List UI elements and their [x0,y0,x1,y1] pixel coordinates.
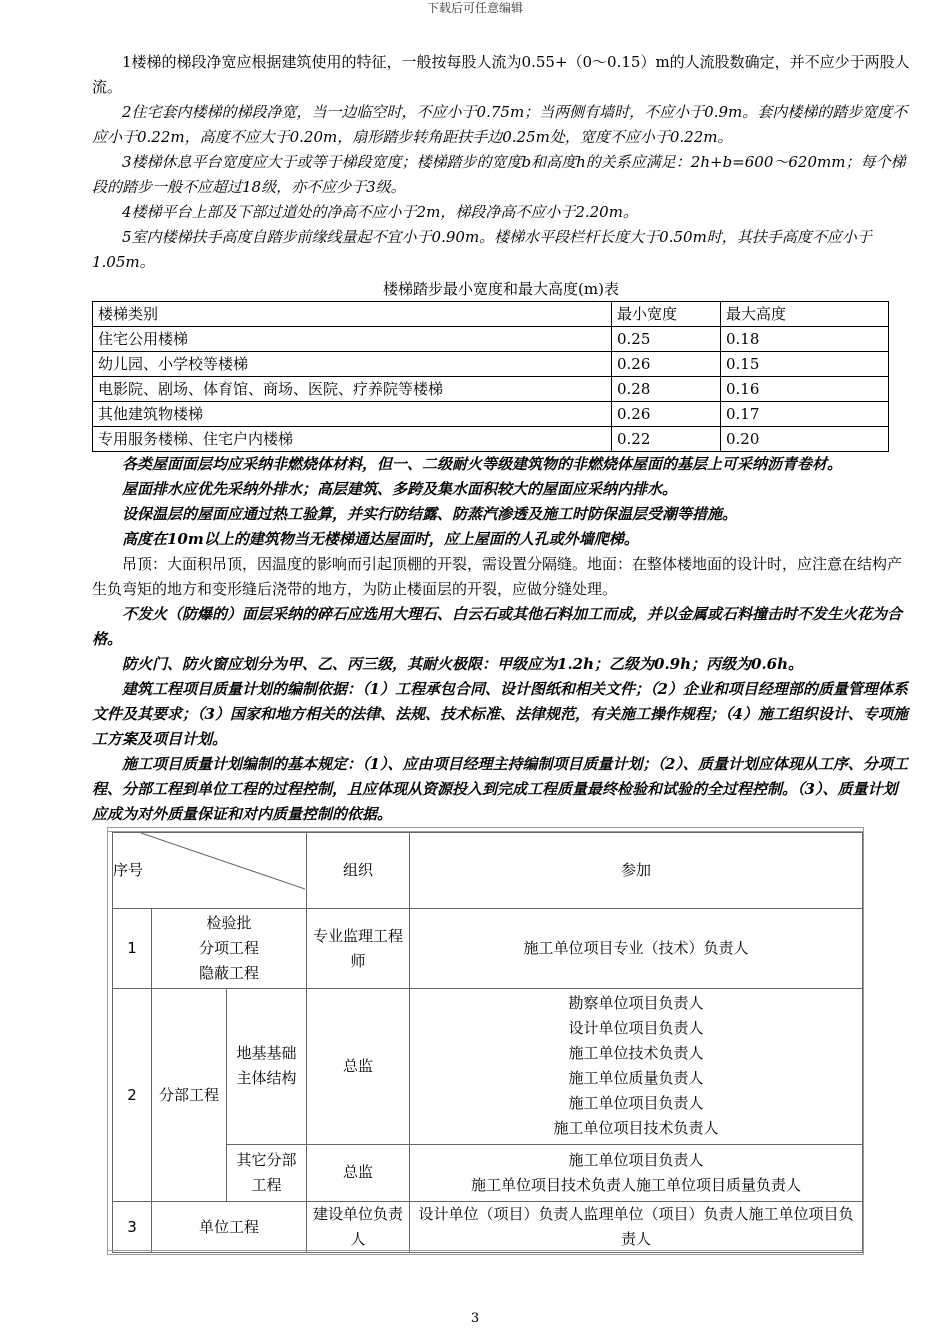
acceptance-organization-table [112,832,863,1253]
paragraph-roof-material: 各类屋面面层均应采纳非燃烧体材料，但一、二级耐火等级建筑物的非燃烧体屋面的基层上可采纳沥青卷材。 [122,455,843,473]
table-cell: 其它分部 工程 [236,1150,297,1194]
table-cell: 总监 [307,1144,410,1201]
paragraph-handrail-height: 5室内楼梯扶手高度自踏步前缘线量起不宜小于0.90m。楼梯水平段栏杆长度大于0.50m时，其扶手高度不应小于1.05m。 [92,228,872,271]
paragraph-roof-access: 高度在10m以上的建筑物当无楼梯通达屋面时，应上屋面的人孔或外墙爬梯。 [122,530,639,548]
table-cell: 3 [113,1202,152,1253]
table-cell-group [152,989,307,1202]
paragraph-roof-drainage: 屋面排水应优先采纳外排水；高层建筑、多跨及集水面积较大的屋面应采纳内排水。 [122,480,678,498]
diagonal-line [113,833,305,909]
table-header-cell: 参加 [410,833,863,909]
paragraph-stair-width: 1楼梯的梯段净宽应根据建筑使用的特征，一般按每股人流为0.55+（0～0.15）m的人流股数确定，并不应少于两股人流。 [92,53,910,96]
table-cell: 施工单位项目负责人 施工单位项目技术负责人施工单位项目质量负责人 [410,1144,863,1201]
table-cell: 2 [113,989,152,1202]
acceptance-table-frame [107,827,864,1255]
nested-subtable [152,989,306,1201]
page-number: 3 [470,1311,480,1326]
table-cell: 0.25 [612,327,721,352]
table-cell: 0.15 [721,352,889,377]
paragraph-landing-width: 3楼梯休息平台宽度应大于或等于梯段宽度；楼梯踏步的宽度b和高度h的关系应满足：2h+b=600～620mm；每个梯段的踏步一般不应超过18级，亦不应少于3级。 [92,153,906,196]
table-cell: 专用服务楼梯、住宅户内楼梯 [93,427,612,452]
paragraph-fire-doors: 防火门、防火窗应划分为甲、乙、丙三级，其耐火极限：甲级应为1.2h；乙级为0.9h；丙级为0.6h。 [122,655,804,673]
table-cell: 勘察单位项目负责人 设计单位项目负责人 施工单位技术负责人 施工单位质量负责人 施工单位项目负责人 施工单位项目技术负责人 [410,989,863,1145]
table-cell: 0.17 [721,402,889,427]
table-cell: 施工单位项目专业（技术）负责人 [410,909,863,989]
table-cell: 0.26 [612,402,721,427]
table-cell: 电影院、剧场、体育馆、商场、医院、疗养院等楼梯 [93,377,612,402]
table-cell: 0.26 [612,352,721,377]
table-row [93,402,889,427]
table-header-cell: 序号 [113,861,144,879]
paragraph-quality-plan-basis: 建筑工程项目质量计划的编制依据：（1）工程承包合同、设计图纸和相关文件；（2）企业和项目经理部的质量管理体系文件及其要求；（3）国家和地方相关的法律、法规、技术标准、法律规范，有关施工操作规程；（4）施工组织设计、专项施工方案及项目计划。 [92,680,908,748]
table-row [113,909,863,989]
paragraph-quality-plan-rules: 施工项目质量计划编制的基本规定：（1）、应由项目经理主持编制项目质量计划；（2）、质量计划应体现从工序、分项工程、分部工程到单位工程的过程控制，且应体现从资源投入到完成工程质量最终检验和试验的全过程控制。（3）、质量计划应成为对外质量保证和对内质量控制的依据。 [92,755,908,823]
table-cell: 建设单位负责人 [307,1202,410,1253]
table-cell: 0.22 [612,427,721,452]
page-header: 下载后可任意编辑 [426,1,523,15]
table-header-cell: 组织 [307,833,410,909]
table-cell: 其他建筑物楼梯 [93,402,612,427]
table-row [93,352,889,377]
paragraph-clear-height: 4楼梯平台上部及下部过道处的净高不应小于2m，梯段净高不应小于2.20m。 [122,203,638,221]
table-header-corner [113,833,307,909]
table-row [113,1202,863,1253]
table-header-cell: 最小宽度 [612,302,721,327]
table-row [93,327,889,352]
table-cell: 检验批 分项工程 隐蔽工程 [152,909,307,989]
table-header-cell: 楼梯类别 [93,302,612,327]
table-cell: 1 [113,909,152,989]
table-cell: 专业监理工程师 [307,909,410,989]
paragraph-non-sparking: 不发火（防爆的）面层采纳的碎石应选用大理石、白云石或其他石料加工而成，并以金属或石料撞击时不发生火花为合格。 [92,605,903,648]
table-row [113,989,863,1145]
paragraph-residential-stair: 2住宅套内楼梯的梯段净宽，当一边临空时，不应小于0.75m；当两侧有墙时，不应小于0.9m。套内楼梯的踏步宽度不应小于0.22m，高度不应大于0.20m，扇形踏步转角距扶手边0.25m处，宽度不应小于0.22m。 [92,103,908,146]
table-header-row [93,302,889,327]
table-cell: 设计单位（项目）负责人监理单位（项目）负责人施工单位项目负责人 [410,1202,863,1253]
table-header-cell: 最大高度 [721,302,889,327]
table-row [93,377,889,402]
table-cell: 幼儿园、小学校等楼梯 [93,352,612,377]
table-cell: 0.18 [721,327,889,352]
table-cell: 分部工程 [152,989,227,1201]
table-cell: 单位工程 [152,1202,307,1253]
table-cell: 住宅公用楼梯 [93,327,612,352]
paragraph-roof-insulation: 设保温层的屋面应通过热工验算，并实行防结露、防蒸汽渗透及施工时防保温层受潮等措施。 [122,505,738,523]
document-body [92,50,910,827]
table-cell: 总监 [307,989,410,1145]
table-header-row [113,833,863,909]
table-cell: 0.20 [721,427,889,452]
table-cell: 地基基础 主体结构 [227,989,307,1144]
table-cell: 0.28 [612,377,721,402]
table-cell: 0.16 [721,377,889,402]
table-row [93,427,889,452]
table-caption: 楼梯踏步最小宽度和最大高度(m)表 [383,280,619,298]
stair-step-table [92,301,889,452]
paragraph-ceiling-floor: 吊顶：大面积吊顶，因温度的影响而引起顶棚的开裂，需设置分隔缝。地面：在整体楼地面的设计时，应注意在结构产生负弯矩的地方和变形缝后浇带的地方，为防止楼面层的开裂，应做分缝处理。 [92,555,903,598]
